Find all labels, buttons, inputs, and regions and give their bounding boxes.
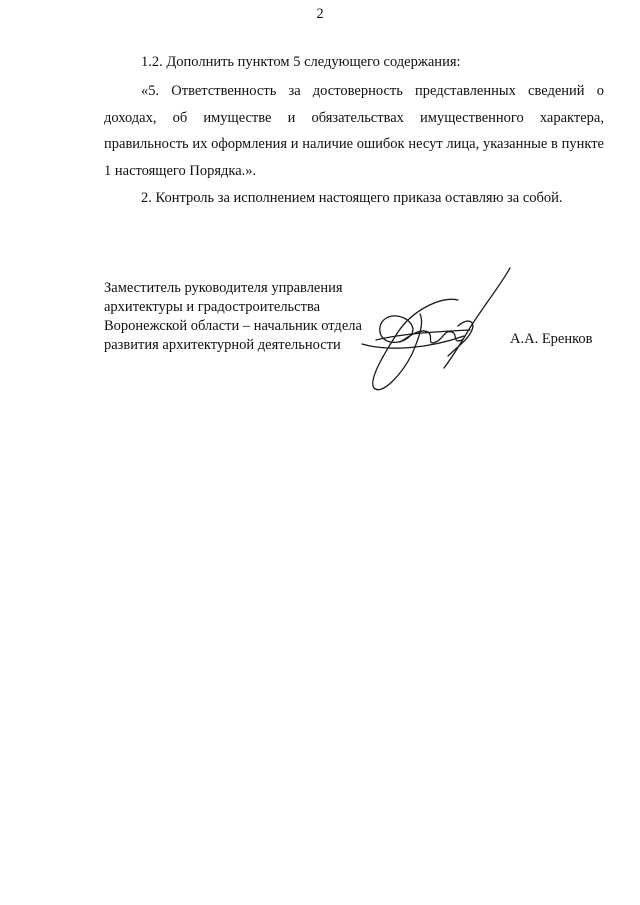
paragraph-item-5-quote: «5. Ответственность за достоверность представленных сведений о доходах, об имуществе и обязательствах имущественного характера, правильность их оформления и наличие ошибок несут лица, указанные в пункте 1 настоящего Порядка.». — [104, 83, 604, 179]
paragraph-item-2: 2. Контроль за исполнением настоящего приказа оставляю за собой. — [141, 190, 563, 206]
signatory-position — [104, 279, 362, 355]
position-line: Заместитель руководителя управления — [104, 280, 343, 296]
page-number: 2 — [316, 6, 324, 22]
position-line: развития архитектурной деятельности — [104, 337, 341, 353]
position-line: архитектуры и градостроительства — [104, 299, 321, 315]
paragraph-item-1-2: 1.2. Дополнить пунктом 5 следующего содержания: — [141, 54, 461, 70]
signer-name: А.А. Еренков — [510, 331, 593, 347]
position-line: Воронежской области – начальник отдела — [104, 318, 362, 334]
handwritten-signature-icon — [340, 256, 530, 406]
